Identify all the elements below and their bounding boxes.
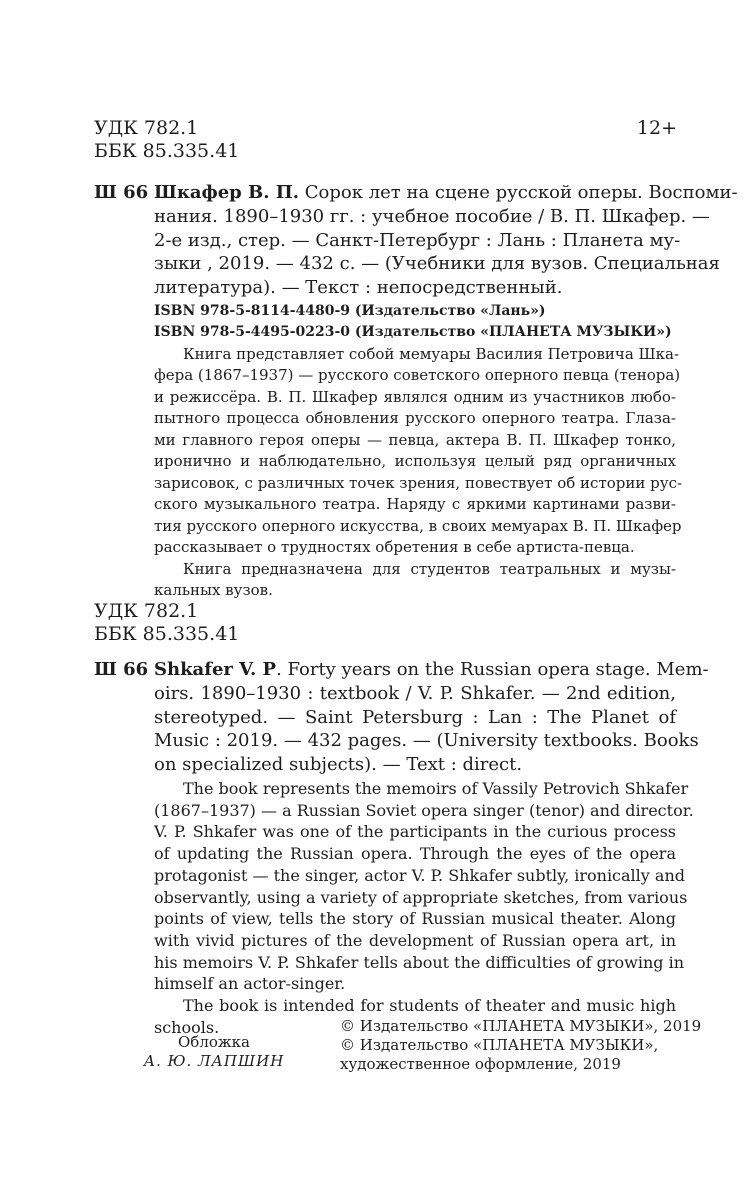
udk-code: УДК 782.1 — [94, 117, 199, 139]
abstract-line: пытного процесса обновления русского оперного театра. Глаза- — [154, 409, 676, 428]
en-bibliographic-entry — [94, 658, 709, 1038]
audience-line: schools. — [154, 1017, 220, 1037]
audience-line: кальных вузов. — [154, 581, 273, 600]
copyright-line: художественное оформление, 2019 — [340, 1055, 621, 1073]
author-name: Shkafer V. P — [154, 659, 277, 680]
citation-line: stereotyped. — Saint Petersburg : Lan : The Planet of — [154, 706, 676, 728]
abstract-line: и режиссёра. В. П. Шкафер являлся одним из участников любо- — [154, 387, 676, 406]
bbk-code: ББК 85.335.41 — [94, 140, 240, 162]
cover-credit — [124, 1033, 304, 1071]
author-name: Шкафер В. П. — [154, 182, 300, 203]
copyright-block — [340, 1017, 701, 1074]
abstract-line: The book represents the memoirs of Vassily Petrovich Shkafer — [183, 778, 689, 798]
citation-line: Shkafer V. P. Forty years on the Russian opera stage. Mem- — [154, 659, 709, 680]
bbk-code: ББК 85.335.41 — [94, 623, 240, 645]
classification-header — [94, 117, 677, 163]
abstract-line: himself an actor-singer. — [154, 974, 346, 994]
age-rating: 12+ — [636, 117, 677, 139]
abstract-line: observantly, using a variety of appropriate sketches, from various — [154, 887, 688, 907]
citation-line: литература). — Текст : непосредственный. — [154, 277, 563, 299]
abstract-line: ского музыкального театра. Наряду с яркими картинами разви- — [154, 495, 676, 514]
isbn-planeta: ISBN 978-5-4495-0223-0 (Издательство «ПЛАНЕТА МУЗЫКИ») — [154, 323, 672, 340]
citation-line: нания. 1890–1930 гг. : учебное пособие / В. П. Шкафер. — — [154, 205, 710, 227]
isbn-lan: ISBN 978-5-8114-4480-9 (Издательство «Лань») — [154, 302, 546, 319]
abstract-line: ми главного героя оперы — певца, актера В. П. Шкафер тонко, — [154, 430, 676, 449]
abstract-line: зарисовок, с различных точек зрения, повествует об истории рус- — [154, 473, 683, 492]
cover-label: Обложка — [177, 1033, 250, 1051]
audience-line: Книга предназначена для студентов театральных и музы- — [183, 559, 676, 578]
en-abstract — [154, 778, 694, 1038]
copyright-line: © Издательство «ПЛАНЕТА МУЗЫКИ», 2019 — [340, 1017, 702, 1035]
abstract-line: his memoirs V. P. Shkafer tells about the difficulties of growing in — [154, 952, 684, 972]
citation-line: Music : 2019. — 432 pages. — (University textbooks. Books — [154, 730, 699, 752]
abstract-line: рассказывает о трудностях обретения в себе артиста-певца. — [154, 538, 635, 557]
abstract-line: V. P. Shkafer was one of the participants in the curious process — [154, 822, 676, 842]
citation-line: 2-е изд., стер. — Санкт-Петербург : Лань : Планета му- — [154, 229, 681, 251]
abstract-line: points of view, tells the story of Russian musical theater. Along — [154, 909, 676, 929]
abstract-line: with vivid pictures of the development of Russian opera art, in — [154, 930, 676, 950]
audience-line: The book is intended for students of theater and music high — [183, 996, 676, 1016]
author-mark: Ш 66 — [94, 659, 149, 680]
citation-line: Шкафер В. П. Сорок лет на сцене русской оперы. Воспоми- — [154, 182, 738, 203]
citation-line: on specialized subjects). — Text : direct. — [154, 754, 523, 776]
abstract-line: фера (1867–1937) — русского советского оперного певца (тенора) — [154, 366, 681, 385]
ru-abstract — [154, 344, 683, 602]
abstract-line: иронично и наблюдательно, используя целый ряд органичных — [154, 452, 676, 471]
classification-header-en — [94, 600, 239, 646]
udk-code: УДК 782.1 — [94, 600, 199, 622]
abstract-line: Книга представляет собой мемуары Василия Петровича Шка- — [183, 344, 680, 363]
author-mark: Ш 66 — [94, 182, 149, 203]
cover-artist: А. Ю. ЛАПШИН — [143, 1052, 285, 1070]
citation-line: oirs. 1890–1930 : textbook / V. P. Shkafer. — 2nd edition, — [154, 682, 676, 704]
abstract-line: тия русского оперного искусства, в своих мемуарах В. П. Шкафер — [154, 516, 682, 535]
abstract-line: (1867–1937) — a Russian Soviet opera singer (tenor) and director. — [154, 800, 694, 820]
ru-bibliographic-entry — [94, 181, 738, 602]
copyright-line: © Издательство «ПЛАНЕТА МУЗЫКИ», — [340, 1036, 659, 1054]
citation-line: зыки , 2019. — 432 с. — (Учебники для вузов. Специальная — [154, 253, 720, 275]
abstract-line: protagonist — the singer, actor V. P. Shkafer subtly, ironically and — [154, 865, 685, 885]
abstract-line: of updating the Russian opera. Through the eyes of the opera — [154, 844, 676, 864]
